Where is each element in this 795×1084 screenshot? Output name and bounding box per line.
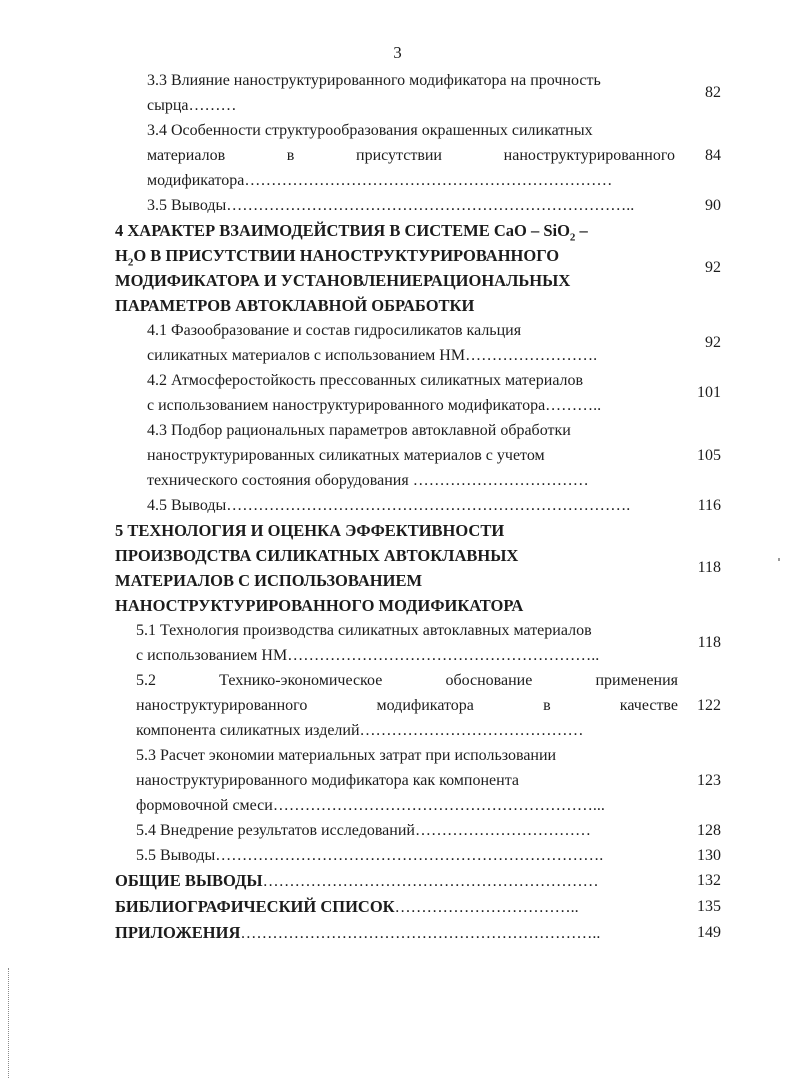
toc-line bbox=[115, 920, 680, 946]
toc-leader-dots: ……………………………………………………… bbox=[262, 873, 599, 890]
toc-line: наноструктурированного модификатора как компонента bbox=[136, 772, 520, 789]
toc-line: 4.5 Выводы…………………………………………………………………. bbox=[147, 497, 631, 514]
toc-entry-title bbox=[136, 618, 678, 668]
toc-line: сырца……… bbox=[147, 97, 237, 114]
toc-page-number: 118 bbox=[697, 559, 721, 576]
toc-entry-title bbox=[147, 68, 675, 118]
toc-entry-title bbox=[147, 418, 675, 493]
toc-entry-3-3[interactable] bbox=[0, 68, 795, 118]
toc-appendices[interactable] bbox=[0, 920, 795, 946]
toc-line: 3.5 Выводы………………………………………………………………….. bbox=[147, 197, 635, 214]
toc-page-number: 90 bbox=[705, 196, 721, 214]
toc-heading-text: ПРИЛОЖЕНИЯ bbox=[115, 923, 241, 942]
toc-line: силикатных материалов с использованием НМ……………………. bbox=[147, 347, 598, 364]
toc-page-number: 123 bbox=[697, 771, 721, 789]
subscript: 2 bbox=[569, 231, 576, 244]
toc-line: ПАРАМЕТРОВ АВТОКЛАВНОЙ ОБРАБОТКИ bbox=[115, 296, 475, 315]
toc-entry-title bbox=[147, 193, 675, 218]
toc-entry-title bbox=[115, 920, 680, 946]
toc-heading-text: БИБЛИОГРАФИЧЕСКИЙ СПИСОК bbox=[115, 897, 395, 916]
toc-entry-title bbox=[115, 868, 680, 894]
toc-line bbox=[115, 894, 680, 920]
toc-text: – bbox=[575, 221, 588, 240]
toc-entry-4-5[interactable] bbox=[0, 493, 795, 518]
toc-page-number: 92 bbox=[705, 334, 721, 351]
toc-line: 5.4 Внедрение результатов исследований…………………………… bbox=[136, 822, 591, 839]
toc-page-number: 132 bbox=[697, 872, 721, 889]
page-number: 3 bbox=[393, 43, 402, 62]
toc-page-number: 149 bbox=[697, 924, 721, 941]
toc-page-number: 82 bbox=[705, 84, 721, 101]
toc-line: с использованием НМ………………………………………………….. bbox=[136, 647, 600, 664]
toc-page-number: 118 bbox=[697, 634, 721, 651]
toc-line: МОДИФИКАТОРА И УСТАНОВЛЕНИЕРАЦИОНАЛЬНЫХ bbox=[115, 271, 571, 290]
toc-line: 4.3 Подбор рациональных параметров автоклавной обработки bbox=[147, 422, 571, 439]
toc-line: материалов в присутствии наноструктурированного bbox=[147, 147, 675, 164]
toc-page-number: 92 bbox=[705, 259, 721, 276]
toc-text: 4 ХАРАКТЕР ВЗАИМОДЕЙСТВИЯ В СИСТЕМЕ CaO – SiO bbox=[115, 221, 570, 240]
toc-entry-5-5[interactable] bbox=[0, 843, 795, 868]
toc-line: 5.5 Выводы………………………………………………………………. bbox=[136, 847, 604, 864]
toc-page-number: 101 bbox=[697, 384, 721, 401]
toc-entry-4-3[interactable] bbox=[0, 418, 795, 493]
toc-text: O В ПРИСУТСТВИИ НАНОСТРУКТУРИРОВАННОГО bbox=[133, 246, 560, 265]
toc-line bbox=[115, 243, 655, 268]
toc-entry-5-2[interactable] bbox=[0, 668, 795, 743]
toc-line bbox=[115, 218, 655, 243]
toc-entry-title bbox=[136, 743, 678, 818]
toc-entry-5-4[interactable] bbox=[0, 818, 795, 843]
toc-entry-title bbox=[147, 118, 675, 193]
table-of-contents bbox=[0, 68, 795, 946]
toc-line: ПРОИЗВОДСТВА СИЛИКАТНЫХ АВТОКЛАВНЫХ bbox=[115, 546, 519, 565]
toc-chapter-5[interactable] bbox=[0, 518, 795, 618]
toc-entry-title bbox=[147, 493, 675, 518]
toc-line: 3.4 Особенности структурообразования окрашенных силикатных bbox=[147, 122, 593, 139]
toc-leader-dots: ………………………………………………………….. bbox=[240, 925, 601, 942]
toc-line: 5.3 Расчет экономии материальных затрат при использовании bbox=[136, 747, 557, 764]
toc-entry-title bbox=[115, 894, 680, 920]
toc-bibliography[interactable] bbox=[0, 894, 795, 920]
toc-text: H bbox=[115, 246, 128, 265]
toc-page-number: 105 bbox=[697, 446, 721, 464]
toc-entry-title bbox=[115, 218, 655, 318]
toc-entry-5-1[interactable] bbox=[0, 618, 795, 668]
toc-line: наноструктурированных силикатных материалов с учетом bbox=[147, 447, 545, 464]
toc-entry-title bbox=[136, 843, 678, 868]
toc-line: 4.1 Фазообразование и состав гидросиликатов кальция bbox=[147, 322, 522, 339]
toc-line: 5.2 Технико-экономическое обоснование применения bbox=[136, 672, 678, 689]
toc-page-number: 135 bbox=[697, 898, 721, 915]
toc-entry-5-3[interactable] bbox=[0, 743, 795, 818]
toc-entry-3-4[interactable] bbox=[0, 118, 795, 193]
toc-line bbox=[115, 868, 680, 894]
toc-entry-title bbox=[136, 818, 678, 843]
toc-line: компонента силикатных изделий…………………………………… bbox=[136, 722, 584, 739]
toc-chapter-4[interactable] bbox=[0, 218, 795, 318]
toc-page-number: 84 bbox=[705, 146, 721, 164]
scan-speck bbox=[778, 558, 780, 561]
toc-heading-text: ОБЩИЕ ВЫВОДЫ bbox=[115, 871, 263, 890]
toc-entry-4-2[interactable] bbox=[0, 368, 795, 418]
toc-entry-title bbox=[147, 368, 675, 418]
toc-line: 5 ТЕХНОЛОГИЯ И ОЦЕНКА ЭФФЕКТИВНОСТИ bbox=[115, 521, 505, 540]
toc-entry-3-5[interactable] bbox=[0, 193, 795, 218]
toc-entry-title bbox=[147, 318, 675, 368]
toc-entry-title bbox=[136, 668, 678, 743]
toc-general-conclusions[interactable] bbox=[0, 868, 795, 894]
toc-page-number: 128 bbox=[697, 821, 721, 839]
toc-line: 5.1 Технология производства силикатных автоклавных материалов bbox=[136, 622, 592, 639]
toc-line: технического состояния оборудования …………………………… bbox=[147, 472, 589, 489]
toc-entry-title bbox=[115, 518, 655, 618]
subscript: 2 bbox=[127, 256, 134, 269]
toc-line: с использованием наноструктурированного модификатора……….. bbox=[147, 397, 602, 414]
toc-page-number: 130 bbox=[697, 846, 721, 864]
toc-line: 3.3 Влияние наноструктурированного модификатора на прочность bbox=[147, 72, 601, 89]
toc-entry-4-1[interactable] bbox=[0, 318, 795, 368]
toc-line: формовочной смеси……………………………………………………... bbox=[136, 797, 605, 814]
toc-line: наноструктурированного модификатора в качестве bbox=[136, 697, 678, 714]
toc-line: модификатора…………………………………………………………… bbox=[147, 172, 613, 189]
toc-line: 4.2 Атмосферостойкость прессованных силикатных материалов bbox=[147, 372, 584, 389]
scan-margin-marks bbox=[8, 968, 15, 1078]
toc-line: МАТЕРИАЛОВ С ИСПОЛЬЗОВАНИЕМ bbox=[115, 571, 423, 590]
toc-page-number: 122 bbox=[697, 696, 721, 714]
toc-page-number: 116 bbox=[697, 496, 721, 514]
toc-line: НАНОСТРУКТУРИРОВАННОГО МОДИФИКАТОРА bbox=[115, 596, 524, 615]
toc-leader-dots: …………………………….. bbox=[394, 899, 579, 916]
